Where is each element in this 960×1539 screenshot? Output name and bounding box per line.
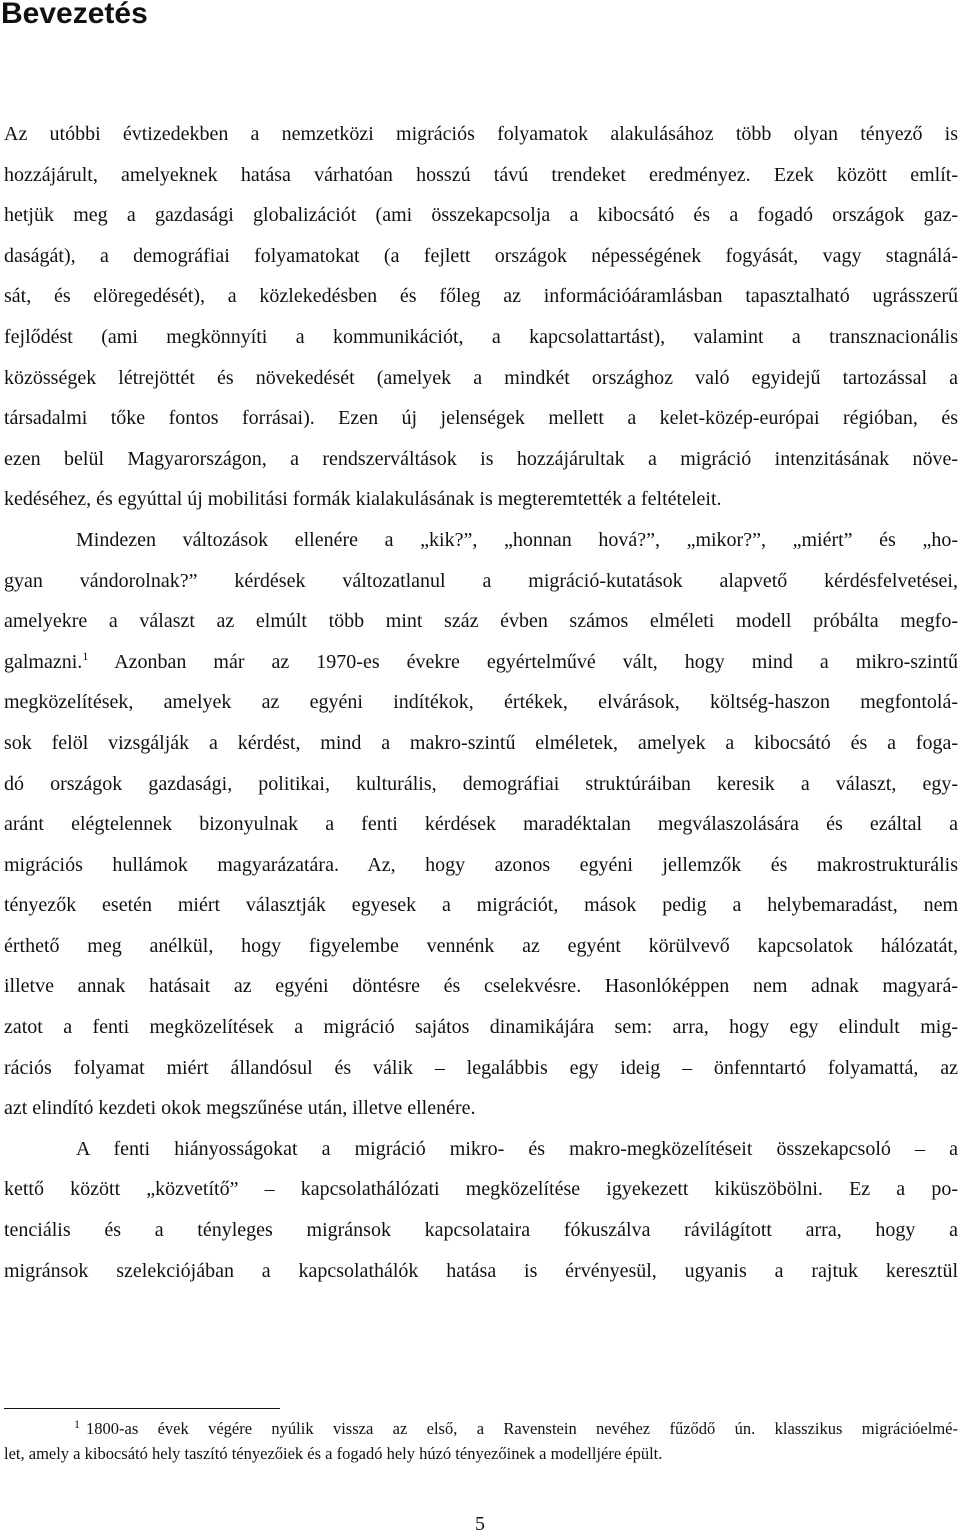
paragraph-2-line: Mindezen változások ellenére a „kik?”, „honnan hová?”, „mikor?”, „miért” és „ho-: [76, 528, 958, 551]
paragraph-2-line: zatot a fenti megközelítések a migráció sajátos dinamikájára sem: arra, hogy egy elindult mig-: [4, 1016, 958, 1039]
paragraph-1-line: sát, és elöregedését), a közlekedésben és főleg az információáramlásban tapasztalható ugrásszerű: [4, 285, 958, 308]
paragraph-2-text: galmazni.: [4, 650, 83, 673]
paragraph-1-line: ezen belül Magyarországon, a rendszerváltások is hozzájárultak a migráció intenzitásának növe-: [4, 447, 958, 470]
footnote-reference[interactable]: 1: [82, 648, 89, 663]
paragraph-2-line: dó országok gazdasági, politikai, kulturális, demográfiai struktúráiban keresik a választ, egy-: [4, 772, 958, 795]
paragraph-2-line: azt elindító kezdeti okok megszűnése után, illetve ellenére.: [4, 1097, 476, 1120]
paragraph-1-line: hetjük meg a gazdasági globalizációt (ami összekapcsolja a kibocsátó és a fogadó országok gaz-: [4, 204, 958, 227]
paragraph-2-line: gyan vándorolnak?” kérdések változatlanul a migráció-kutatások alapvető kérdésfelvetései,: [4, 569, 958, 592]
paragraph-2-line: tényezők esetén miért választják egyesek a migrációt, mások pedig a helybemaradást, nem: [4, 894, 958, 917]
paragraph-2-line: migrációs hullámok magyarázatára. Az, hogy azonos egyéni jellemzők és makrostrukturális: [4, 853, 958, 876]
paragraph-2-text: Azonban már az 1970-es évekre egyértelművé vált, hogy mind a mikro-szintű: [88, 650, 958, 673]
paragraph-2-line-with-footnote: [4, 642, 958, 683]
paragraph-1-line: hozzájárult, amelyeknek hatása várhatóan hosszú távú trendeket eredményez. Ezek között említ-: [4, 163, 958, 186]
paragraph-2-line: érthető meg anélkül, hogy figyelembe vennénk az egyént körülvevő kapcsolatok hálózatát,: [4, 934, 958, 957]
page-number: 5: [475, 1513, 485, 1535]
paragraph-2-line: sok felöl vizsgálják a kérdést, mind a makro-szintű elméletek, amelyek a kibocsátó és a foga-: [4, 731, 958, 754]
footnote-line: [4, 1416, 958, 1441]
paragraph-2-line: illetve annak hatásait az egyéni döntésre és cselekvésre. Hasonlóképpen nem adnak magyará-: [4, 975, 958, 998]
body-text: [4, 114, 958, 1291]
footnote: [4, 1416, 958, 1466]
paragraph-2-line: rációs folyamat miért állandósul és válik – legalábbis egy ideig – önfenntartó folyamattá, az: [4, 1056, 958, 1079]
paragraph-1-line: közösségek létrejöttét és növekedését (amelyek a mindkét országhoz való egyidejű tartozással a: [4, 366, 958, 389]
footnote-marker: 1: [74, 1417, 80, 1431]
paragraph-2-line: megközelítések, amelyek az egyéni indítékok, értékek, elvárások, költség-haszon megfontolá-: [4, 691, 958, 714]
paragraph-3-line: migránsok szelekciójában a kapcsolathálók hatása is érvényesül, ugyanis a rajtuk keresztül: [4, 1259, 958, 1282]
paragraph-1-line: Az utóbbi évtizedekben a nemzetközi migrációs folyamatok alakulásához több olyan tényező is: [4, 123, 958, 145]
paragraph-1-line: kedéséhez, és egyúttal új mobilitási formák kialakulásának is megteremtették a feltételeit.: [4, 488, 722, 511]
paragraph-3-line: kettő között „közvetítő” – kapcsolathálózati megközelítése igyekezett kiküszöbölni. Ez a po-: [4, 1178, 958, 1201]
footnote-text: 1800-as évek végére nyúlik vissza az első, a Ravenstein nevéhez fűződő ún. klasszikus migrációelmé-: [86, 1419, 958, 1438]
section-heading: Bevezetés: [1, 0, 148, 30]
paragraph-1-line: társadalmi tőke fontos forrásai). Ezen új jelenségek mellett a kelet-közép-európai régióban, és: [4, 407, 958, 430]
paragraph-3-line: tenciális és a tényleges migránsok kapcsolataira fókuszálva rávilágított arra, hogy a: [4, 1219, 958, 1242]
footnote-divider: [4, 1408, 280, 1409]
footnote-line: let, amely a kibocsátó hely taszító tényezőiek és a fogadó hely húzó tényezőinek a modelljére épült.: [4, 1444, 663, 1463]
paragraph-2-line: aránt elégtelennek bizonyulnak a fenti kérdések maradéktalan megválaszolására és ezáltal a: [4, 813, 958, 836]
paragraph-2-line: amelyekre a választ az elmúlt több mint száz évben számos elméleti modell próbálta megfo-: [4, 610, 958, 633]
paragraph-3-line: A fenti hiányosságokat a migráció mikro- és makro-megközelítéseit összekapcsoló – a: [76, 1137, 958, 1160]
paragraph-1-line: fejlődést (ami megkönnyíti a kommunikációt, a kapcsolattartást), valamint a transznacionális: [4, 325, 958, 348]
paragraph-1-line: daságát), a demográfiai folyamatokat (a fejlett országok népességének fogyását, vagy stagnálá-: [4, 244, 958, 267]
